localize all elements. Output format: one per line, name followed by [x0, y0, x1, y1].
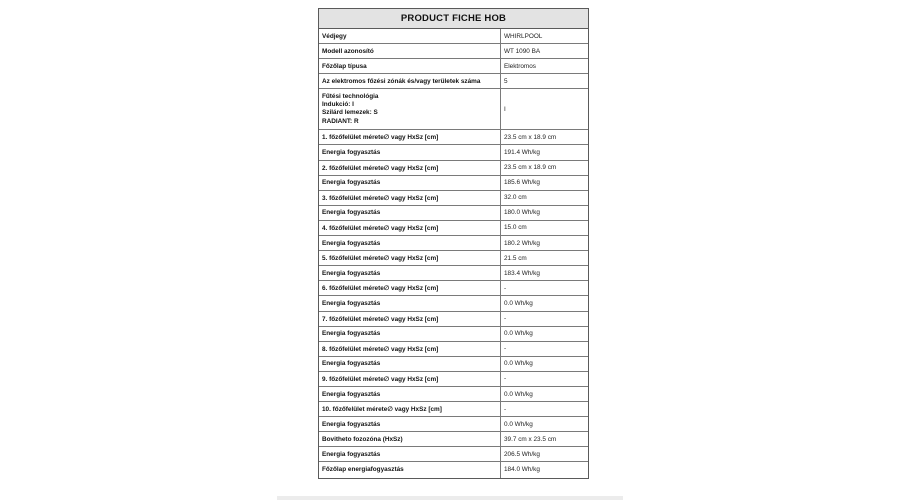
row-label-line: RADIANT: R	[322, 117, 359, 125]
product-fiche-table	[318, 8, 589, 479]
row-label: 7. főzőfelület mérete∅ vagy HxSz [cm]	[319, 312, 501, 326]
row-label: Főzőlap típusa	[319, 59, 501, 73]
row-value: 32.0 cm	[504, 194, 527, 202]
row-value: -	[504, 284, 507, 292]
row-label: 2. főzőfelület mérete∅ vagy HxSz [cm]	[319, 161, 501, 175]
table-row	[319, 462, 588, 477]
row-label: Bovitheto fozozóna (HxSz)	[319, 432, 501, 446]
row-value: 180.0 Wh/kg	[504, 209, 540, 217]
table-row	[319, 327, 588, 342]
row-value: 23.5 cm x 18.9 cm	[504, 164, 557, 172]
row-label: 6. főzőfelület mérete∅ vagy HxSz [cm]	[319, 281, 501, 295]
table-row	[319, 281, 588, 296]
table-row	[319, 29, 588, 44]
table-row	[319, 372, 588, 387]
table-row	[319, 357, 588, 372]
table-row	[319, 312, 588, 327]
row-label: Energia fogyasztás	[319, 236, 501, 250]
row-value: Elektromos	[504, 62, 536, 70]
row-value: 0.0 Wh/kg	[504, 360, 533, 368]
row-label: 8. főzőfelület mérete∅ vagy HxSz [cm]	[319, 342, 501, 356]
row-label: Energia fogyasztás	[319, 387, 501, 401]
table-row	[319, 236, 588, 251]
row-value: WHIRLPOOL	[504, 32, 543, 40]
table-row	[319, 447, 588, 462]
table-row	[319, 130, 588, 145]
row-value: 180.2 Wh/kg	[504, 239, 540, 247]
row-value: -	[504, 375, 507, 383]
row-value: 23.5 cm x 18.9 cm	[504, 133, 557, 141]
row-label: Főzőlap energiafogyasztás	[319, 462, 501, 477]
table-row	[319, 342, 588, 357]
row-label: Modell azonosító	[319, 44, 501, 58]
row-label: 10. főzőfelület mérete∅ vagy HxSz [cm]	[319, 402, 501, 416]
table-row	[319, 206, 588, 221]
table-row	[319, 296, 588, 311]
fiche-body	[319, 29, 588, 478]
table-row	[319, 191, 588, 206]
row-label: 3. főzőfelület mérete∅ vagy HxSz [cm]	[319, 191, 501, 205]
table-row	[319, 176, 588, 191]
table-row	[319, 417, 588, 432]
row-label: Védjegy	[319, 29, 501, 43]
row-value: 0.0 Wh/kg	[504, 330, 533, 338]
table-row	[319, 161, 588, 176]
row-value: 0.0 Wh/kg	[504, 420, 533, 428]
table-row	[319, 89, 588, 130]
row-label: 9. főzőfelület mérete∅ vagy HxSz [cm]	[319, 372, 501, 386]
row-value: I	[504, 105, 506, 113]
row-value: 0.0 Wh/kg	[504, 299, 533, 307]
row-label: Energia fogyasztás	[319, 206, 501, 220]
row-label	[319, 89, 501, 129]
row-value: 39.7 cm x 23.5 cm	[504, 435, 557, 443]
table-row	[319, 251, 588, 266]
row-label: Energia fogyasztás	[319, 357, 501, 371]
page-bottom-strip	[277, 496, 623, 500]
row-label: Energia fogyasztás	[319, 145, 501, 159]
row-value: 206.5 Wh/kg	[504, 450, 540, 458]
row-label: 5. főzőfelület mérete∅ vagy HxSz [cm]	[319, 251, 501, 265]
row-value: 0.0 Wh/kg	[504, 390, 533, 398]
table-row	[319, 402, 588, 417]
row-label: Energia fogyasztás	[319, 296, 501, 310]
table-row	[319, 59, 588, 74]
fiche-title: PRODUCT FICHE HOB	[319, 9, 588, 29]
row-value: WT 1090 BA	[504, 47, 541, 55]
row-label: Energia fogyasztás	[319, 176, 501, 190]
row-label: 1. főzőfelület mérete∅ vagy HxSz [cm]	[319, 130, 501, 144]
table-row	[319, 266, 588, 281]
row-value: 5	[504, 77, 508, 85]
row-value: 184.0 Wh/kg	[504, 466, 540, 474]
row-label: Energia fogyasztás	[319, 266, 501, 280]
row-value: -	[504, 405, 507, 413]
row-value: 183.4 Wh/kg	[504, 269, 540, 277]
row-label: 4. főzőfelület mérete∅ vagy HxSz [cm]	[319, 221, 501, 235]
row-value: 15.0 cm	[504, 224, 527, 232]
row-label: Energia fogyasztás	[319, 327, 501, 341]
row-label-line: Fűtési technológia	[322, 92, 379, 100]
table-row	[319, 432, 588, 447]
table-row	[319, 74, 588, 89]
row-value: -	[504, 315, 507, 323]
row-label-line: Szilárd lemezek: S	[322, 109, 378, 117]
row-label: Energia fogyasztás	[319, 417, 501, 431]
table-row	[319, 44, 588, 59]
table-row	[319, 145, 588, 160]
row-value: 191.4 Wh/kg	[504, 149, 540, 157]
row-label: Az elektromos főzési zónák és/vagy területek száma	[319, 74, 501, 88]
row-value: 185.6 Wh/kg	[504, 179, 540, 187]
row-label: Energia fogyasztás	[319, 447, 501, 461]
table-row	[319, 387, 588, 402]
row-value: -	[504, 345, 507, 353]
row-value: 21.5 cm	[504, 254, 527, 262]
table-row	[319, 221, 588, 236]
row-label-line: Indukció: I	[322, 101, 354, 109]
